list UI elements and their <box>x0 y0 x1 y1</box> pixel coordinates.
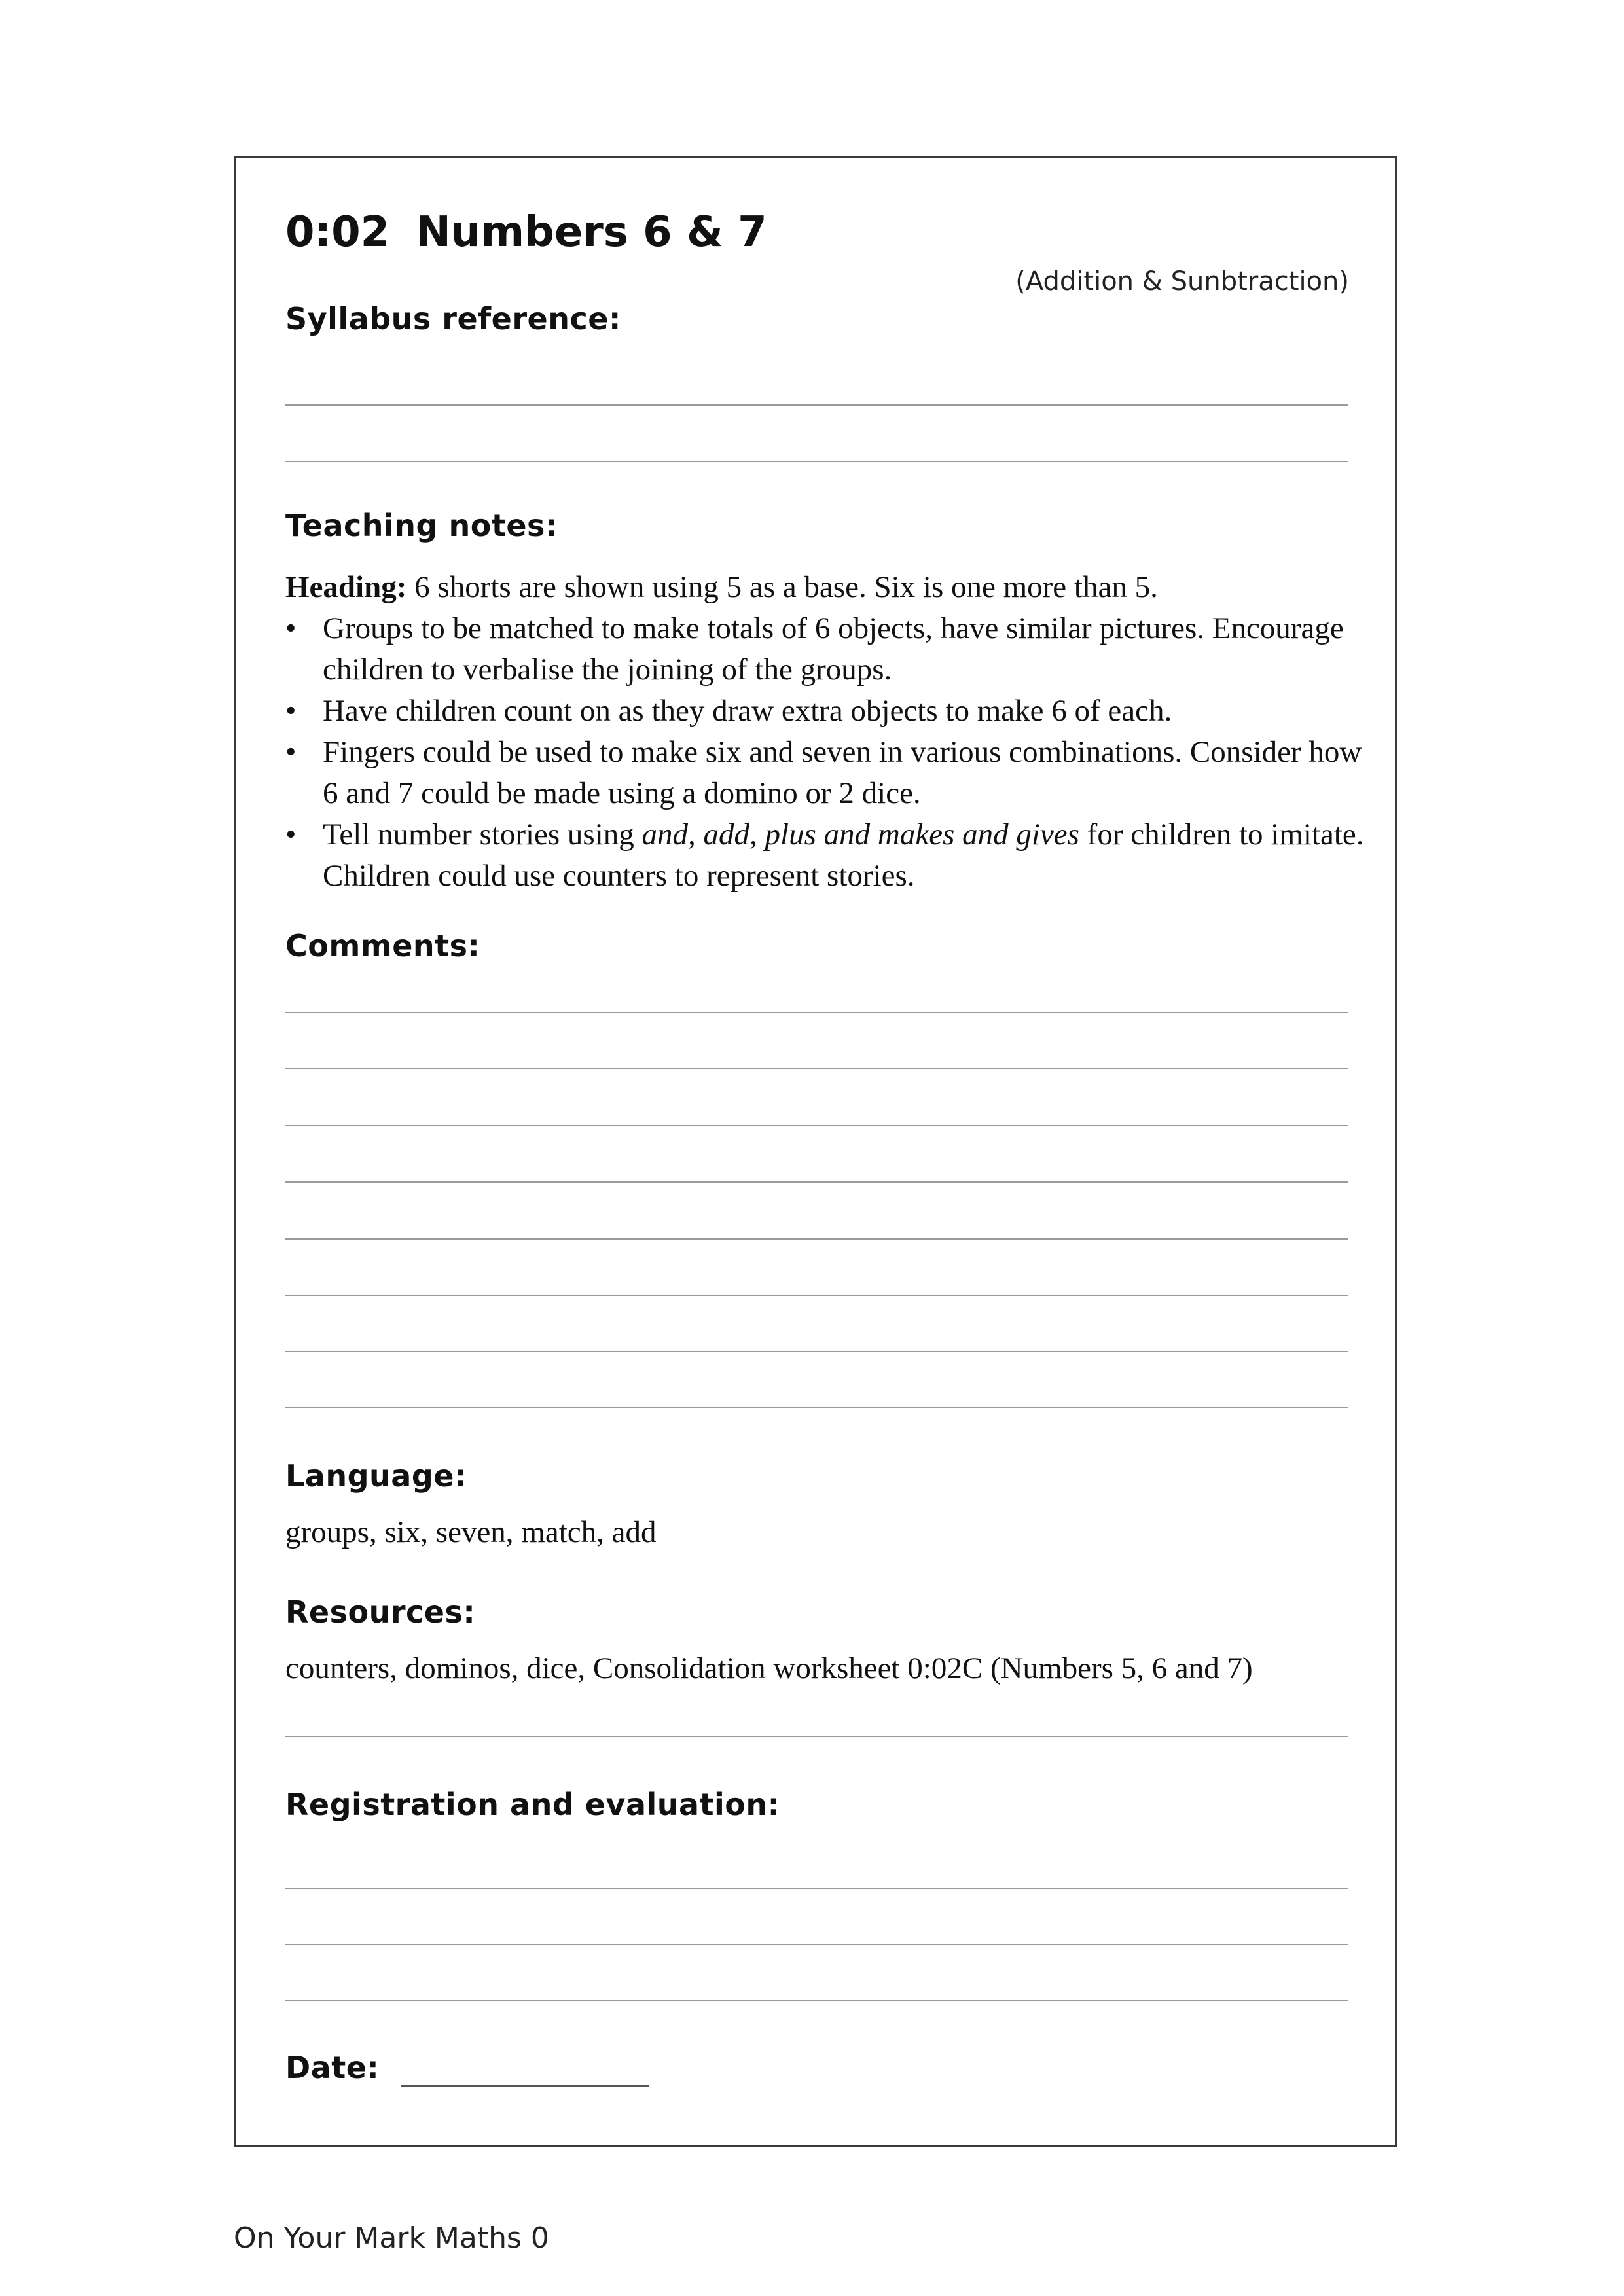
language-heading: Language: <box>285 1458 467 1494</box>
notes-bullet-list <box>285 608 1365 897</box>
comment-line-7[interactable] <box>285 1351 1348 1352</box>
lesson-subtitle: (Addition & Sunbtraction) <box>1015 266 1349 296</box>
syllabus-line-1[interactable] <box>285 404 1348 406</box>
notes-lead-text: 6 shorts are shown using 5 as a base. Six is one more than 5. <box>406 570 1158 604</box>
notes-bullet-text: Tell number stories using <box>323 817 642 852</box>
lesson-title: Numbers 6 & 7 <box>416 208 767 257</box>
notes-bullet-text: Fingers could be used to make six and seven in various combinations. Consider how 6 and 7 could be made using a domino or 2 dice. <box>323 735 1362 810</box>
notes-lead <box>285 567 1365 608</box>
footer-text: On Your Mark Maths 0 <box>234 2221 549 2255</box>
lesson-number: 0:02 <box>285 208 390 257</box>
teaching-notes-body <box>285 567 1365 897</box>
page-title <box>285 208 767 257</box>
resources-text: counters, dominos, dice, Consolidation worksheet 0:02C (Numbers 5, 6 and 7) <box>285 1651 1253 1685</box>
comment-line-5[interactable] <box>285 1238 1348 1240</box>
comment-line-1[interactable] <box>285 1012 1348 1013</box>
notes-lead-label: Heading: <box>285 570 407 604</box>
notes-bullet-item <box>285 691 1365 732</box>
notes-bullet-item <box>285 732 1365 814</box>
comment-line-3[interactable] <box>285 1125 1348 1126</box>
syllabus-line-2[interactable] <box>285 461 1348 462</box>
registration-line-3[interactable] <box>285 2000 1348 2001</box>
registration-line-1[interactable] <box>285 1888 1348 1889</box>
teaching-notes-heading: Teaching notes: <box>285 508 558 543</box>
registration-heading: Registration and evaluation: <box>285 1787 780 1822</box>
comment-line-4[interactable] <box>285 1181 1348 1183</box>
comment-line-8[interactable] <box>285 1407 1348 1408</box>
resources-line[interactable] <box>285 1736 1348 1737</box>
comment-line-6[interactable] <box>285 1295 1348 1296</box>
notes-bullet-text: Have children count on as they draw extra objects to make 6 of each. <box>323 694 1172 728</box>
syllabus-heading: Syllabus reference: <box>285 301 621 336</box>
worksheet-frame <box>234 156 1397 2147</box>
notes-bullet-text: for children to imitate. Children could use counters to represent stories. <box>323 817 1364 893</box>
notes-bullet-italic-text: and, add, plus and makes and gives <box>641 817 1079 852</box>
language-text: groups, six, seven, match, add <box>285 1515 657 1549</box>
notes-bullet-item <box>285 814 1365 897</box>
comments-heading: Comments: <box>285 928 480 963</box>
date-label: Date: <box>285 2050 380 2085</box>
comment-line-2[interactable] <box>285 1068 1348 1069</box>
registration-line-2[interactable] <box>285 1944 1348 1945</box>
date-field[interactable] <box>401 2085 649 2087</box>
resources-heading: Resources: <box>285 1594 476 1630</box>
notes-bullet-text: Groups to be matched to make totals of 6 objects, have similar pictures. Encourage children to verbalise the joining of the groups. <box>323 611 1344 687</box>
notes-bullet-item <box>285 608 1365 691</box>
